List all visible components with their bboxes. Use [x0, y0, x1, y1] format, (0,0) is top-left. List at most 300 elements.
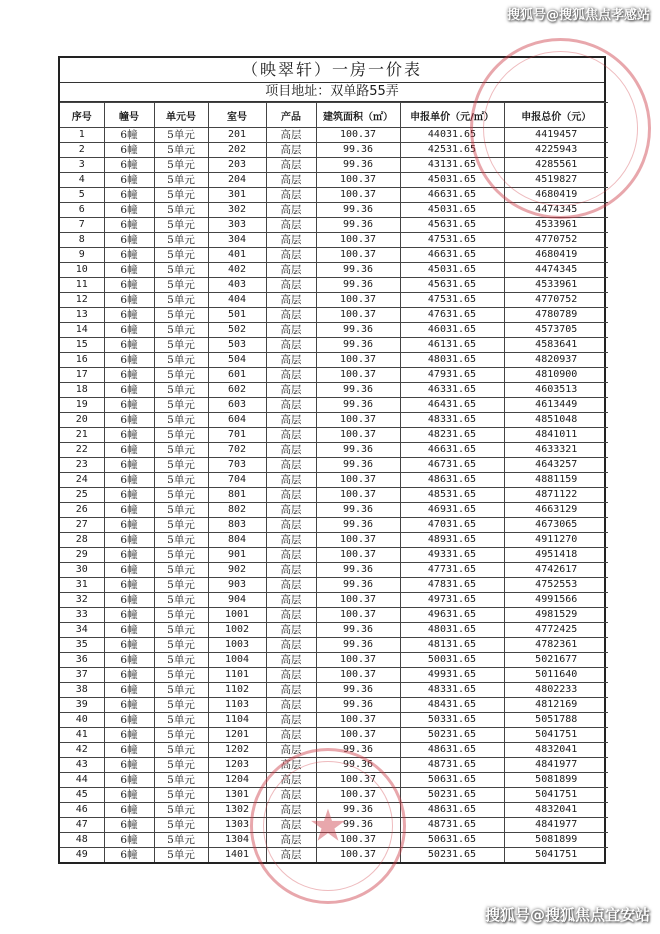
table-cell: 6幢 [104, 428, 154, 443]
table-cell: 46131.65 [400, 338, 504, 353]
table-cell: 6幢 [104, 503, 154, 518]
table-cell: 100.37 [316, 368, 400, 383]
table-cell: 46931.65 [400, 503, 504, 518]
table-cell: 高层 [266, 668, 316, 683]
table-cell: 904 [208, 593, 266, 608]
table-cell: 802 [208, 503, 266, 518]
table-cell: 15 [60, 338, 104, 353]
table-cell: 5单元 [154, 608, 208, 623]
watermark-bottom: 搜狐号@搜狐焦点宜安站 [484, 906, 650, 924]
column-header: 建筑面积（㎡） [316, 103, 400, 128]
table-cell: 高层 [266, 833, 316, 848]
table-cell: 48931.65 [400, 533, 504, 548]
table-cell: 6幢 [104, 608, 154, 623]
table-cell: 1004 [208, 653, 266, 668]
table-cell: 1203 [208, 758, 266, 773]
table-cell: 4533961 [504, 218, 608, 233]
table-cell: 701 [208, 428, 266, 443]
table-cell: 5081899 [504, 773, 608, 788]
table-cell: 49631.65 [400, 608, 504, 623]
table-cell: 6幢 [104, 548, 154, 563]
table-cell: 高层 [266, 548, 316, 563]
table-cell: 1301 [208, 788, 266, 803]
table-row [60, 263, 608, 278]
table-row [60, 668, 608, 683]
table-cell: 203 [208, 158, 266, 173]
table-cell: 4981529 [504, 608, 608, 623]
table-row [60, 548, 608, 563]
table-cell: 45631.65 [400, 218, 504, 233]
table-cell: 99.36 [316, 563, 400, 578]
table-cell: 100.37 [316, 248, 400, 263]
table-cell: 6幢 [104, 233, 154, 248]
table-cell: 4770752 [504, 293, 608, 308]
column-header: 幢号 [104, 103, 154, 128]
table-cell: 100.37 [316, 668, 400, 683]
table-cell: 48131.65 [400, 638, 504, 653]
table-cell: 6幢 [104, 308, 154, 323]
table-cell: 18 [60, 383, 104, 398]
table-cell: 5单元 [154, 758, 208, 773]
table-cell: 45 [60, 788, 104, 803]
table-cell: 47531.65 [400, 293, 504, 308]
table-cell: 6幢 [104, 653, 154, 668]
table-cell: 高层 [266, 458, 316, 473]
price-table [60, 102, 608, 862]
table-cell: 6幢 [104, 788, 154, 803]
table-cell: 5单元 [154, 278, 208, 293]
table-row [60, 473, 608, 488]
table-cell: 4911270 [504, 533, 608, 548]
table-cell: 5单元 [154, 398, 208, 413]
column-header: 序号 [60, 103, 104, 128]
table-cell: 5单元 [154, 593, 208, 608]
table-cell: 100.37 [316, 428, 400, 443]
table-cell: 高层 [266, 623, 316, 638]
table-cell: 5单元 [154, 578, 208, 593]
table-cell: 高层 [266, 488, 316, 503]
table-cell: 99.36 [316, 278, 400, 293]
table-cell: 4225943 [504, 143, 608, 158]
table-cell: 5单元 [154, 473, 208, 488]
table-cell: 303 [208, 218, 266, 233]
table-cell: 5单元 [154, 203, 208, 218]
table-cell: 高层 [266, 758, 316, 773]
table-cell: 503 [208, 338, 266, 353]
table-cell: 50631.65 [400, 833, 504, 848]
table-cell: 49 [60, 848, 104, 863]
table-cell: 高层 [266, 248, 316, 263]
table-cell: 高层 [266, 818, 316, 833]
table-cell: 高层 [266, 593, 316, 608]
table-cell: 4663129 [504, 503, 608, 518]
table-row [60, 758, 608, 773]
table-cell: 302 [208, 203, 266, 218]
table-cell: 4770752 [504, 233, 608, 248]
table-cell: 4474345 [504, 263, 608, 278]
table-row [60, 353, 608, 368]
table-cell: 29 [60, 548, 104, 563]
table-cell: 47531.65 [400, 233, 504, 248]
table-cell: 43 [60, 758, 104, 773]
table-cell: 6幢 [104, 218, 154, 233]
table-cell: 100.37 [316, 188, 400, 203]
table-cell: 100.37 [316, 173, 400, 188]
seal-star-icon: ★ [308, 800, 348, 852]
table-cell: 5单元 [154, 683, 208, 698]
table-cell: 100.37 [316, 473, 400, 488]
table-cell: 43131.65 [400, 158, 504, 173]
table-cell: 5041751 [504, 848, 608, 863]
table-cell: 6幢 [104, 593, 154, 608]
table-cell: 48231.65 [400, 428, 504, 443]
table-cell: 5单元 [154, 383, 208, 398]
table-cell: 48731.65 [400, 758, 504, 773]
table-cell: 1002 [208, 623, 266, 638]
table-cell: 99.36 [316, 503, 400, 518]
table-cell: 21 [60, 428, 104, 443]
table-cell: 6幢 [104, 338, 154, 353]
table-cell: 100.37 [316, 293, 400, 308]
table-cell: 11 [60, 278, 104, 293]
table-cell: 高层 [266, 608, 316, 623]
table-cell: 4951418 [504, 548, 608, 563]
table-cell: 高层 [266, 143, 316, 158]
table-cell: 19 [60, 398, 104, 413]
table-row [60, 248, 608, 263]
table-cell: 6幢 [104, 158, 154, 173]
table-cell: 22 [60, 443, 104, 458]
table-cell: 99.36 [316, 578, 400, 593]
table-cell: 38 [60, 683, 104, 698]
table-cell: 5单元 [154, 518, 208, 533]
column-header: 单元号 [154, 103, 208, 128]
table-cell: 401 [208, 248, 266, 263]
table-cell: 4419457 [504, 128, 608, 143]
table-cell: 6幢 [104, 383, 154, 398]
table-cell: 5单元 [154, 773, 208, 788]
table-cell: 高层 [266, 728, 316, 743]
table-cell: 5单元 [154, 503, 208, 518]
table-cell: 47731.65 [400, 563, 504, 578]
table-cell: 5单元 [154, 668, 208, 683]
table-cell: 50031.65 [400, 653, 504, 668]
table-cell: 50331.65 [400, 713, 504, 728]
table-cell: 5单元 [154, 188, 208, 203]
table-cell: 44031.65 [400, 128, 504, 143]
table-cell: 403 [208, 278, 266, 293]
table-row [60, 338, 608, 353]
table-cell: 高层 [266, 638, 316, 653]
table-cell: 6幢 [104, 638, 154, 653]
table-cell: 49931.65 [400, 668, 504, 683]
table-cell: 25 [60, 488, 104, 503]
table-cell: 48531.65 [400, 488, 504, 503]
table-cell: 5单元 [154, 428, 208, 443]
table-cell: 99.36 [316, 338, 400, 353]
table-row [60, 278, 608, 293]
table-cell: 99.36 [316, 638, 400, 653]
table-row [60, 698, 608, 713]
table-cell: 5单元 [154, 353, 208, 368]
table-cell: 6幢 [104, 728, 154, 743]
table-cell: 5单元 [154, 458, 208, 473]
table-cell: 803 [208, 518, 266, 533]
table-cell: 6幢 [104, 203, 154, 218]
table-cell: 高层 [266, 323, 316, 338]
table-cell: 3 [60, 158, 104, 173]
table-cell: 1001 [208, 608, 266, 623]
table-cell: 高层 [266, 218, 316, 233]
table-cell: 902 [208, 563, 266, 578]
table-row [60, 593, 608, 608]
table-cell: 1101 [208, 668, 266, 683]
table-cell: 4633321 [504, 443, 608, 458]
table-cell: 高层 [266, 353, 316, 368]
table-cell: 4680419 [504, 188, 608, 203]
table-cell: 100.37 [316, 533, 400, 548]
table-cell: 1201 [208, 728, 266, 743]
table-row [60, 428, 608, 443]
table-cell: 6幢 [104, 758, 154, 773]
table-cell: 17 [60, 368, 104, 383]
table-cell: 46031.65 [400, 323, 504, 338]
table-cell: 6幢 [104, 698, 154, 713]
table-cell: 5单元 [154, 143, 208, 158]
table-cell: 504 [208, 353, 266, 368]
table-cell: 5单元 [154, 308, 208, 323]
table-cell: 20 [60, 413, 104, 428]
table-cell: 5单元 [154, 653, 208, 668]
table-cell: 5单元 [154, 413, 208, 428]
table-cell: 100.37 [316, 608, 400, 623]
table-cell: 99.36 [316, 383, 400, 398]
table-cell: 4752553 [504, 578, 608, 593]
table-cell: 48631.65 [400, 743, 504, 758]
table-header-row [60, 103, 608, 128]
table-row [60, 503, 608, 518]
table-cell: 100.37 [316, 308, 400, 323]
table-cell: 高层 [266, 278, 316, 293]
table-cell: 48631.65 [400, 473, 504, 488]
table-cell: 高层 [266, 413, 316, 428]
table-cell: 1104 [208, 713, 266, 728]
table-row [60, 308, 608, 323]
table-cell: 高层 [266, 128, 316, 143]
table-cell: 46331.65 [400, 383, 504, 398]
table-cell: 高层 [266, 398, 316, 413]
column-header: 申报总价（元） [504, 103, 608, 128]
table-cell: 6幢 [104, 713, 154, 728]
table-cell: 高层 [266, 308, 316, 323]
table-cell: 高层 [266, 233, 316, 248]
table-cell: 99.36 [316, 458, 400, 473]
table-cell: 703 [208, 458, 266, 473]
table-cell: 46431.65 [400, 398, 504, 413]
table-cell: 6幢 [104, 488, 154, 503]
table-cell: 48 [60, 833, 104, 848]
table-cell: 6幢 [104, 473, 154, 488]
table-cell: 5单元 [154, 368, 208, 383]
table-cell: 高层 [266, 503, 316, 518]
table-cell: 1304 [208, 833, 266, 848]
table-cell: 4519827 [504, 173, 608, 188]
table-cell: 4841011 [504, 428, 608, 443]
table-cell: 99.36 [316, 803, 400, 818]
table-cell: 高层 [266, 173, 316, 188]
table-cell: 6幢 [104, 578, 154, 593]
table-cell: 46631.65 [400, 248, 504, 263]
table-row [60, 218, 608, 233]
table-cell: 6幢 [104, 458, 154, 473]
table-cell: 99.36 [316, 218, 400, 233]
table-cell: 44 [60, 773, 104, 788]
table-cell: 6幢 [104, 683, 154, 698]
table-cell: 100.37 [316, 833, 400, 848]
table-cell: 501 [208, 308, 266, 323]
table-cell: 4742617 [504, 563, 608, 578]
table-cell: 5单元 [154, 323, 208, 338]
table-cell: 5单元 [154, 728, 208, 743]
table-cell: 202 [208, 143, 266, 158]
table-row [60, 803, 608, 818]
table-cell: 6幢 [104, 128, 154, 143]
table-cell: 49731.65 [400, 593, 504, 608]
table-row [60, 233, 608, 248]
table-cell: 46631.65 [400, 443, 504, 458]
table-cell: 5单元 [154, 488, 208, 503]
table-row [60, 128, 608, 143]
table-cell: 8 [60, 233, 104, 248]
table-cell: 5011640 [504, 668, 608, 683]
table-row [60, 623, 608, 638]
column-header: 申报单价（元/㎡） [400, 103, 504, 128]
table-cell: 50631.65 [400, 773, 504, 788]
table-cell: 5051788 [504, 713, 608, 728]
table-cell: 5单元 [154, 443, 208, 458]
table-cell: 604 [208, 413, 266, 428]
table-cell: 48031.65 [400, 623, 504, 638]
table-cell: 1401 [208, 848, 266, 863]
table-cell: 5单元 [154, 818, 208, 833]
table-row [60, 203, 608, 218]
table-cell: 5单元 [154, 833, 208, 848]
table-cell: 6幢 [104, 833, 154, 848]
table-cell: 4820937 [504, 353, 608, 368]
table-cell: 39 [60, 698, 104, 713]
table-cell: 47031.65 [400, 518, 504, 533]
table-cell: 高层 [266, 473, 316, 488]
table-cell: 35 [60, 638, 104, 653]
table-cell: 801 [208, 488, 266, 503]
table-cell: 5单元 [154, 848, 208, 863]
table-cell: 46 [60, 803, 104, 818]
table-cell: 301 [208, 188, 266, 203]
table-cell: 9 [60, 248, 104, 263]
table-cell: 高层 [266, 713, 316, 728]
table-cell: 37 [60, 668, 104, 683]
project-address: 项目地址：双单路55弄 [60, 83, 604, 102]
table-cell: 99.36 [316, 203, 400, 218]
table-cell: 702 [208, 443, 266, 458]
table-cell: 23 [60, 458, 104, 473]
table-cell: 高层 [266, 788, 316, 803]
table-cell: 48731.65 [400, 818, 504, 833]
table-cell: 100.37 [316, 773, 400, 788]
column-header: 室号 [208, 103, 266, 128]
table-cell: 4841977 [504, 758, 608, 773]
table-cell: 6幢 [104, 323, 154, 338]
table-row [60, 713, 608, 728]
table-cell: 502 [208, 323, 266, 338]
table-cell: 5单元 [154, 128, 208, 143]
table-cell: 100.37 [316, 713, 400, 728]
table-cell: 4613449 [504, 398, 608, 413]
table-cell: 6幢 [104, 293, 154, 308]
table-cell: 5单元 [154, 563, 208, 578]
table-row [60, 683, 608, 698]
table-row [60, 383, 608, 398]
table-cell: 100.37 [316, 653, 400, 668]
table-cell: 5单元 [154, 698, 208, 713]
table-cell: 4851048 [504, 413, 608, 428]
table-row [60, 773, 608, 788]
table-cell: 5021677 [504, 653, 608, 668]
table-cell: 5单元 [154, 743, 208, 758]
table-cell: 99.36 [316, 263, 400, 278]
table-row [60, 818, 608, 833]
table-cell: 48331.65 [400, 413, 504, 428]
table-cell: 50231.65 [400, 788, 504, 803]
table-cell: 42531.65 [400, 143, 504, 158]
table-cell: 50231.65 [400, 728, 504, 743]
table-cell: 6幢 [104, 848, 154, 863]
table-cell: 1103 [208, 698, 266, 713]
table-cell: 6幢 [104, 413, 154, 428]
table-cell: 100.37 [316, 788, 400, 803]
table-cell: 99.36 [316, 443, 400, 458]
table-row [60, 728, 608, 743]
table-cell: 6幢 [104, 143, 154, 158]
table-cell: 高层 [266, 383, 316, 398]
table-cell: 50231.65 [400, 848, 504, 863]
table-cell: 高层 [266, 563, 316, 578]
table-row [60, 848, 608, 863]
table-cell: 99.36 [316, 683, 400, 698]
table-row [60, 533, 608, 548]
table-cell: 5单元 [154, 623, 208, 638]
table-cell: 12 [60, 293, 104, 308]
table-cell: 47 [60, 818, 104, 833]
table-cell: 6幢 [104, 398, 154, 413]
table-cell: 4881159 [504, 473, 608, 488]
table-cell: 4991566 [504, 593, 608, 608]
table-cell: 1302 [208, 803, 266, 818]
table-cell: 6幢 [104, 368, 154, 383]
table-row [60, 578, 608, 593]
table-cell: 4285561 [504, 158, 608, 173]
table-row [60, 488, 608, 503]
table-cell: 5单元 [154, 263, 208, 278]
table-cell: 100.37 [316, 848, 400, 863]
table-row [60, 143, 608, 158]
table-cell: 高层 [266, 293, 316, 308]
table-cell: 10 [60, 263, 104, 278]
table-cell: 1204 [208, 773, 266, 788]
table-cell: 13 [60, 308, 104, 323]
table-cell: 高层 [266, 428, 316, 443]
price-sheet [58, 56, 606, 864]
